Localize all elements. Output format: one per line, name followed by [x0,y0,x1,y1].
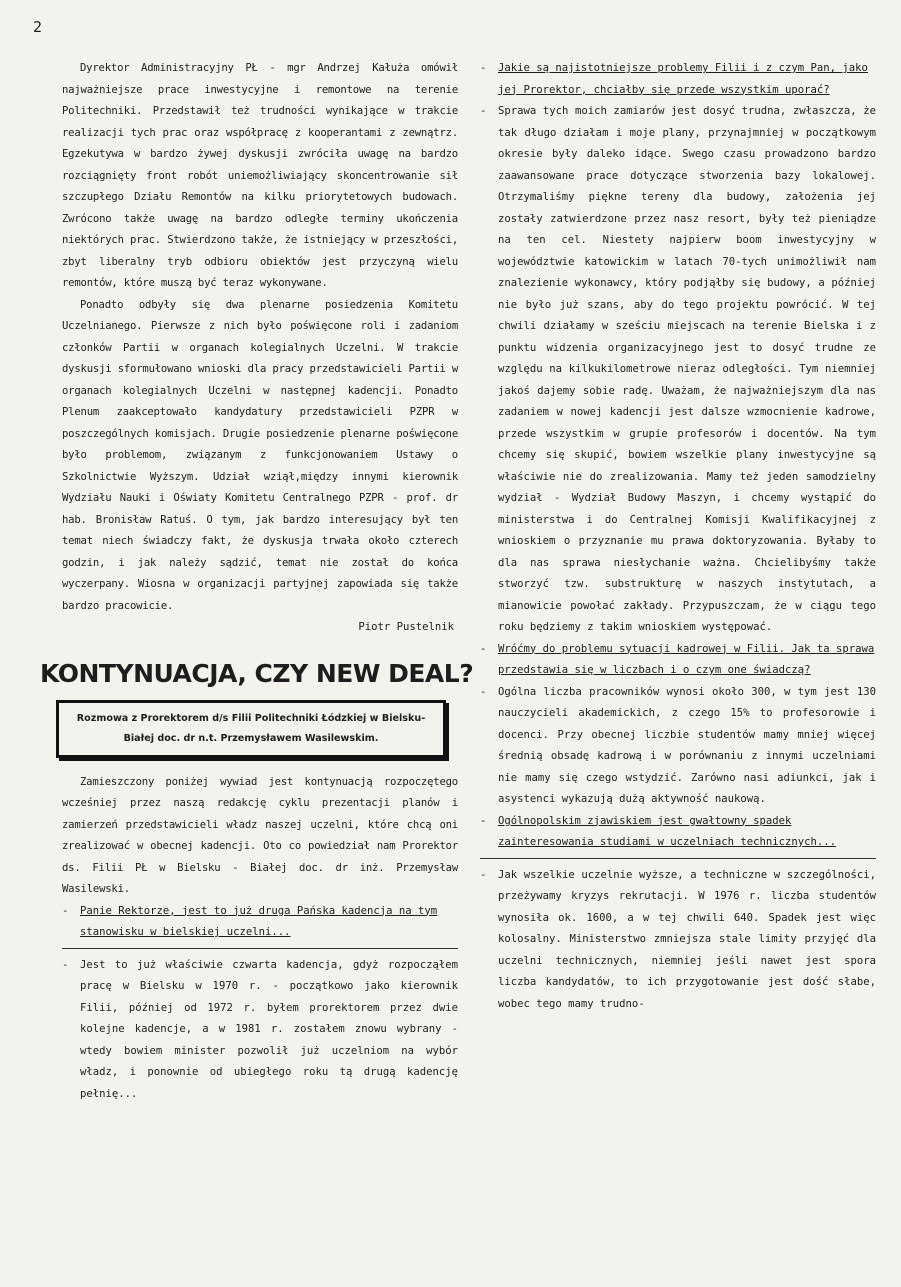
dash-marker: - [480,814,487,827]
dash-marker: - [62,904,69,917]
interview-intro: Zamieszczony poniżej wywiad jest kontynuacją rozpoczętego wcześniej przez naszą redakcję cyklu prezentacji planów i zamierzeń przedstawicieli władz naszej uczelni, które chcą oni zrealizować w obecnej kadencji. Oto co powiedział nam Prorektor ds. Filii PŁ w Bielsku - Białej doc. dr inż. Przemysław Wasilewski. [62,775,458,895]
question-4-text: Ogólnopolskim zjawiskiem jest gwałtowny spadek zainteresowania studiami w uczelniach technicznych... [498,814,837,848]
dash-marker: - [480,642,487,655]
answer-3-text: Ogólna liczba pracowników wynosi około 300, w tym jest 130 nauczycieli akademickich, z czego 15% to profesorowie i docenci. Przy obecnej liczbie studentów mamy mniej więcej średnią obsadę kadrową i w porównaniu z innymi uczelniami nie mamy się czego wstydzić. Zarówno nasi adiunkci, jak i asystenci wykazują dużą aktywność naukową. [498,685,876,805]
answer-3 [480,682,876,811]
question-3 [480,639,876,682]
answer-1 [62,955,458,1106]
divider [62,948,458,949]
question-1 [62,901,458,944]
question-3-text: Wróćmy do problemu sytuacji kadrowej w Filii. Jak ta sprawa przedstawia się w liczbach i o czym one świadczą? [498,642,875,676]
article-headline: KONTYNUACJA, CZY NEW DEAL? [40,658,474,688]
answer-2-text: Sprawa tych moich zamiarów jest dosyć trudna, zwłaszcza, że tak długo działam i moje plany, przynajmniej w początkowym okresie były daleko idące. Swego czasu prowadzono bardzo zaawansowane prace dotyczące stworzenia bazy lokalowej. Otrzymaliśmy piękne tereny dla budowy, założenia jej zostały zatwierdzone przez nasz resort, były też pieniądze na ten cel. Niestety najpierw boom inwestycyjny w województwie katowickim w latach 70-tych unimożliwił nam znalezienie wykonawcy, który podjąłby się budowy, a później nie było już szans, aby do tego projektu powrócić. W tej chwili działamy w sześciu miejscach na terenie Bielska i z punktu widzenia organizacyjnego jest to dosyć trudne ze względu na kilkukilometrowe nieraz odległości. Tym niemniej jakoś dajemy sobie radę. Uważam, że najważniejszym dla nas zadaniem w nowej kadencji jest dalsze wzmocnienie kadrowe, przede wszystkim w grupie profesorów i docentów. Na tym chcemy się skupić, bowiem wszelkie plany inwestycyjne są właściwie nie do zrealizowania. Mamy też jeden samodzielny wydział - Wydział Budowy Maszyn, i chcemy wystąpić do ministerstwa i do Centralnej Komisji Kwalifikacyjnej z wnioskiem o przyznanie mu prawa doktoryzowania. Byłaby to dla nas sprawa niesłychanie ważna. Chcielibyśmy także stworzyć tzw. substrukturę w naszych instytutach, a mianowicie powołać zakłady. Przypuszczam, że w ciągu tego roku będziemy z takim wnioskiem występować. [498,105,876,633]
dash-marker: - [480,105,487,117]
question-2-text: Jakie są najistotniejsze problemy Filii i z czym Pan, jako jej Prorektor, chciałby się przede wszystkim uporać? [498,62,868,96]
question-2 [480,58,876,101]
report-paragraph-2: Ponadto odbyły się dwa plenarne posiedzenia Komitetu Uczelnianego. Pierwsze z nich było poświęcone roli i zadaniom członków Partii w organach kolegialnych Uczelni. W trakcie dyskusji sformułowano wnioski dla pracy przedstawicieli Partii w organach kolegialnych Uczelni w następnej kadencji. Ponadto Plenum zaakceptowało kandydatury przedstawicieli PZPR w poszczególnych komisjach. Drugie posiedzenie plenarne poświęcone było problemom, związanym z funkcjonowaniem Ustawy o Szkolnictwie Wyższym. Udział wziął,między innymi kierownik Wydziału Nauki i Oświaty Komitetu Centralnego PZPR - prof. dr hab. Bronisław Ratuś. O tym, jak bardzo interesujący był ten temat niech świadczy fakt, że dyskusja trwała około czterech godzin, i jak należy sądzić, temat nie został do końca wyczerpany. Wiosna w organizacji partyjnej zapowiada się także bardzo pracowicie. [62,298,458,612]
dash-marker: - [480,868,487,881]
answer-1-text: Jest to już właściwie czwarta kadencja, gdyż rozpocząłem pracę w Bielsku w 1970 r. - początkowo jako kierownik Filii, później od 1972 r. byłem prorektorem przez dwie kolejne kadencje, a w 1981 r. zostałem znowu wybrany - wtedy bowiem minister pozwolił już uczelniom na wybór władz, i ponownie od ubiegłego roku tą drugą kadencję pełnię... [80,958,458,1100]
answer-4-text: Jak wszelkie uczelnie wyższe, a techniczne w szczególności, przeżywamy kryzys rekrutacji. W 1976 r. liczba studentów wynosiła ok. 1600, a w tej chwili 640. Spadek jest więc kolosalny. Ministerstwo zmniejsza stale limity przyjęć dla uczelni technicznych, niemniej jeśli nawet jest spora liczba kandydatów, to ich przygotowanie jest dość słabe, wobec tego mamy trudno- [498,868,876,1010]
dash-marker: - [480,685,487,698]
interview-subtitle-box: Rozmowa z Prorektorem d/s Filii Politechniki Łódzkiej w Bielsku-Białej doc. dr n.t. Przemysławem Wasilewskim. [56,700,446,758]
question-1-text: Panie Rektorze, jest to już druga Pańska kadencja na tym stanowisku w bielskiej uczelni... [80,904,438,938]
page-number: 2 [33,18,43,36]
right-column [480,58,876,1015]
divider [480,858,876,859]
answer-4 [480,865,876,1016]
left-column [40,58,474,1105]
report-paragraph-1: Dyrektor Administracyjny PŁ - mgr Andrzej Kałuża omówił najważniejsze prace inwestycyjne i remontowe na terenie Politechniki. Przedstawił też trudności wynikające w trakcie realizacji tych prac oraz współpracę z kooperantami z zewnątrz. Egzekutywa w bardzo żywej dyskusji zwróciła uwagę na bardzo rozciągnięty front robót uniemożliwiający skoncentrowanie sił szczupłego Działu Remontów na kilku priorytetowych budowach. Zwrócono także uwagę na bardzo odległe terminy ukończenia niektórych prac. Stwierdzono także, że istniejący w przeszłości, zbyt liberalny tryb odbioru obiektów jest przyczyną wielu remontów, które muszą być teraz wykonywane. [62,62,458,289]
dash-marker: - [480,62,487,74]
question-4 [480,811,876,854]
author-signature: Piotr Pustelnik [358,621,454,633]
answer-2 [480,101,876,639]
dash-marker: - [62,958,69,971]
